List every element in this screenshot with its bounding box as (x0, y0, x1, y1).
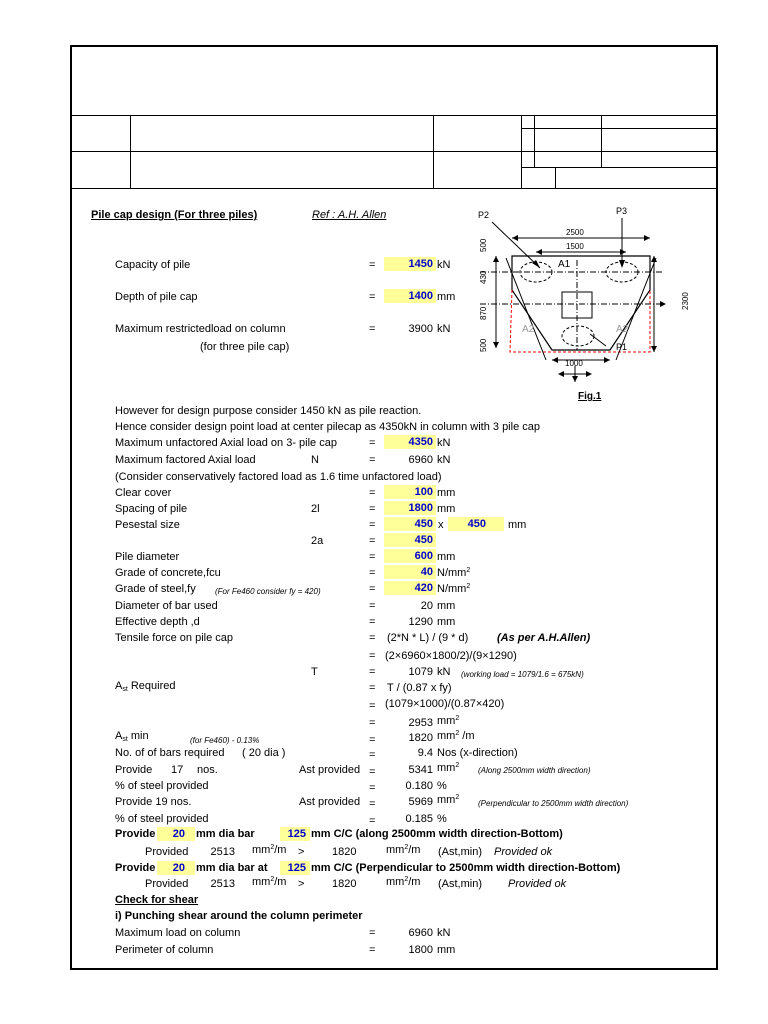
nobars-eq: = (369, 749, 376, 761)
pct2-unit: % (437, 813, 447, 825)
maxload-value: 3900 (408, 323, 433, 335)
ast2-eq: = (369, 700, 376, 712)
depth-unit: mm (437, 291, 456, 303)
fy-value[interactable]: 420 (414, 582, 433, 594)
astmin-eq: = (369, 734, 376, 746)
ast3-value: 2953 (408, 717, 433, 729)
bar1-provide: Provide (115, 828, 156, 840)
T-eq: = (369, 666, 376, 678)
tensile2-eq: = (369, 650, 376, 662)
ast-eq: = (369, 682, 376, 694)
consider-note: (Consider conservatively factored load as 1.6 time unfactored load) (115, 471, 442, 483)
dim-500a: 500 (479, 238, 488, 252)
perim-eq: = (369, 944, 376, 956)
pct2-eq: = (369, 815, 376, 827)
factored-sym: N (311, 454, 319, 466)
unfactored-unit: kN (437, 437, 451, 449)
bar2p-value2: 1820 (332, 878, 357, 890)
depth-value[interactable]: 1400 (408, 290, 433, 302)
pct2-label: % of steel provided (115, 813, 209, 825)
tensile-eq: = (369, 632, 376, 644)
bar2p-ok: Provided ok (508, 878, 567, 890)
title-block-line (71, 188, 717, 189)
maxload-eq: = (369, 323, 376, 335)
astmin-unit: $mm^2$ /m (437, 730, 475, 742)
perim-unit: mm (437, 944, 456, 956)
fcu-unit: $N/mm^2$ (437, 567, 471, 579)
pilediam-eq: = (369, 551, 376, 563)
bar1-dia[interactable]: 20 (172, 828, 185, 840)
note-1: However for design purpose consider 1450 kN as pile reaction. (115, 405, 422, 417)
perim-value: 1800 (408, 944, 433, 956)
pct1-label: % of steel provided (115, 780, 209, 792)
T-value: 1079 (408, 666, 433, 678)
provide17-nos: nos. (197, 764, 218, 776)
factored-label: Maximum factored Axial load (115, 454, 256, 466)
perim-label: Perimeter of column (115, 944, 214, 956)
fig-label-a2-left: A2 (522, 324, 535, 335)
pedestal-eq: = (369, 519, 376, 531)
fig-label-a2-right: A2 (616, 324, 629, 335)
ast-formula: T / (0.87 x fy) (387, 682, 452, 694)
cover-eq: = (369, 487, 376, 499)
pedestal-x: x (438, 519, 444, 531)
bar2p-unit: $mm^2/m$ (252, 876, 287, 888)
page-title: Pile cap design (For three piles) (91, 209, 258, 221)
provide17-value: 5341 (408, 764, 433, 776)
title-block-line (130, 115, 131, 188)
dim-2300: 2300 (681, 292, 690, 310)
bar2p-provided: Provided (145, 878, 189, 890)
spacing-eq: = (369, 503, 376, 515)
pct1-eq: = (369, 782, 376, 794)
bardia-value: 20 (420, 600, 433, 612)
punch-heading: i) Punching shear around the column perimeter (115, 910, 363, 922)
fcu-value[interactable]: 40 (420, 566, 433, 578)
maxcol-label: Maximum load on column (115, 927, 241, 939)
capacity-unit: kN (437, 259, 451, 271)
bar1p-unit2: $mm^2/m$ (386, 844, 421, 856)
maxload-label: Maximum restrictedload on column (115, 323, 286, 335)
provide17-n: 17 (171, 764, 184, 776)
bar1p-note: (Ast,min) (438, 846, 482, 858)
title-block-line (534, 115, 535, 167)
title-block-line (601, 115, 602, 167)
fcu-label: Grade of concrete,fcu (115, 567, 221, 579)
T-note: (working load = 1079/1.6 = 675kN) (461, 670, 584, 679)
pct2-value: 0.185 (405, 813, 433, 825)
maxcol-unit: kN (437, 927, 451, 939)
provide19-value: 5969 (408, 796, 433, 808)
spacing-label: Spacing of pile (115, 503, 188, 515)
tensile-note: (As per A.H.Allen) (497, 632, 591, 644)
factored-unit: kN (437, 454, 451, 466)
pct1-unit: % (437, 780, 447, 792)
unfactored-label: Maximum unfactored Axial load on 3- pile cap (115, 437, 337, 449)
ast-label: $A_{st}$ Required (115, 680, 176, 693)
dim-1000: 1000 (565, 359, 583, 368)
fig-label-a1: A1 (558, 259, 571, 270)
nobars-dia: ( 20 dia ) (242, 747, 286, 759)
bar1-spacing[interactable]: 125 (287, 828, 306, 840)
dim-430: 430 (479, 270, 488, 284)
ast3-unit: $mm^2$ (437, 715, 460, 727)
twoa-value[interactable]: 450 (414, 534, 433, 546)
tensile-label: Tensile force on pile cap (115, 632, 234, 644)
bardia-eq: = (369, 600, 376, 612)
twoa-sym: 2a (311, 535, 324, 547)
note-2: Hence consider design point load at center pilecap as 4350kN in column with 3 pile cap (115, 421, 540, 433)
bardia-label: Diameter of bar used (115, 600, 218, 612)
bar2p-unit2: $mm^2/m$ (386, 876, 421, 888)
bar1-desc: mm C/C (along 2500mm width direction-Bottom) (311, 828, 563, 840)
maxload-note: (for three pile cap) (200, 341, 290, 353)
maxcol-value: 6960 (408, 927, 433, 939)
dim-1500: 1500 (566, 242, 584, 251)
title-block-line (555, 167, 556, 188)
title-block-line (71, 151, 717, 152)
fy-unit: $N/mm^2$ (437, 583, 471, 595)
tensile2-formula: (2×6960×1800/2)/(9×1290) (385, 650, 517, 662)
T-sym: T (311, 666, 318, 678)
cover-label: Clear cover (115, 487, 172, 499)
ast3-eq: = (369, 717, 376, 729)
nobars-unit: Nos (x-direction) (437, 747, 518, 759)
provide19-unit: $mm^2$ (437, 794, 460, 806)
pedestal-label: Pesestal size (115, 519, 180, 531)
capacity-value[interactable]: 1450 (408, 258, 433, 270)
dim-870: 870 (479, 306, 488, 320)
cover-unit: mm (437, 487, 456, 499)
depth-eq: = (369, 291, 376, 303)
provide17-label: Provide (115, 764, 153, 776)
provide19-eq: = (369, 798, 376, 810)
bar2-text: mm dia bar at (196, 862, 268, 874)
astmin-note: (for Fe460) - 0.13% (190, 736, 260, 745)
factored-value: 6960 (408, 454, 433, 466)
bar2-desc: mm C/C (Perpendicular to 2500mm width direction-Bottom) (311, 862, 621, 874)
dim-500b: 500 (479, 338, 488, 352)
effdepth-eq: = (369, 616, 376, 628)
fy-note: (For Fe460 consider fy = 420) (215, 587, 321, 596)
provide19-note: (Perpendicular to 2500mm width direction) (478, 799, 629, 808)
provide17-eq: = (369, 766, 376, 778)
bardia-unit: mm (437, 600, 456, 612)
bar2p-note: (Ast,min) (438, 878, 482, 890)
nobars-value: 9.4 (417, 747, 433, 759)
capacity-eq: = (369, 259, 376, 271)
title-block-line (521, 128, 717, 129)
pile-cap-figure (470, 200, 700, 410)
fcu-eq: = (369, 567, 376, 579)
spacing-value[interactable]: 1800 (408, 502, 433, 514)
provide17-ast: Ast provided (299, 764, 361, 776)
unfactored-value[interactable]: 4350 (408, 436, 433, 448)
dim-2500: 2500 (566, 228, 584, 237)
cover-value[interactable]: 100 (414, 486, 433, 498)
effdepth-value: 1290 (408, 616, 433, 628)
pilediam-value[interactable]: 600 (414, 550, 433, 562)
bar1p-value2: 1820 (332, 846, 357, 858)
unfactored-eq: = (369, 437, 376, 449)
fy-eq: = (369, 583, 376, 595)
bar2-spacing[interactable]: 125 (287, 862, 306, 874)
maxcol-eq: = (369, 927, 376, 939)
bar1p-ok: Provided ok (494, 846, 553, 858)
fig-caption: Fig.1 (578, 391, 602, 402)
bar1p-gt: > (298, 846, 305, 858)
T-unit: kN (437, 666, 451, 678)
tensile-formula: (2*N * L) / (9 * d) (387, 632, 469, 644)
pilediam-label: Pile diameter (115, 551, 180, 563)
astmin-label: $A_{st}$ min (115, 730, 149, 743)
bar1-text: mm dia bar (196, 828, 255, 840)
capacity-label: Capacity of pile (115, 259, 191, 271)
depth-label: Depth of pile cap (115, 291, 198, 303)
title-block-line (521, 167, 717, 168)
effdepth-unit: mm (437, 616, 456, 628)
fig-label-p3: P3 (616, 206, 628, 216)
ast2-formula: (1079×1000)/(0.87×420) (385, 698, 505, 710)
bar2p-gt: > (298, 878, 305, 890)
reference: Ref : A.H. Allen (312, 209, 387, 221)
twoa-eq: = (369, 535, 376, 547)
shear-heading: Check for shear (115, 894, 199, 906)
pilediam-unit: mm (437, 551, 456, 563)
bar1p-value: 2513 (210, 846, 235, 858)
maxload-unit: kN (437, 323, 451, 335)
effdepth-label: Effective depth ,d (115, 616, 200, 628)
provide19-ast: Ast provided (299, 796, 361, 808)
factored-eq: = (369, 454, 376, 466)
title-block-line (71, 115, 717, 116)
pedestal-value-2[interactable]: 450 (467, 518, 486, 530)
bar2-provide: Provide (115, 862, 156, 874)
provide17-unit: $mm^2$ (437, 762, 460, 774)
pedestal-unit: mm (508, 519, 527, 531)
fig-label-p2: P2 (478, 210, 490, 220)
provide19-label: Provide 19 nos. (115, 796, 192, 808)
fig-label-p1: P1 (616, 342, 628, 352)
astmin-value: 1820 (408, 732, 433, 744)
bar1p-provided: Provided (145, 846, 189, 858)
bar1p-unit: $mm^2/m$ (252, 844, 287, 856)
title-block-line (521, 115, 522, 188)
bar2p-value: 2513 (210, 878, 235, 890)
nobars-label: No. of of bars required (115, 747, 225, 759)
pedestal-value[interactable]: 450 (414, 518, 433, 530)
pct1-value: 0.180 (405, 780, 433, 792)
bar2-dia[interactable]: 20 (172, 862, 185, 874)
provide17-note: (Along 2500mm width direction) (478, 766, 591, 775)
spacing-sym: 2l (311, 503, 320, 515)
fy-label: Grade of steel,fy (115, 583, 196, 595)
title-block-line (433, 115, 434, 188)
spacing-unit: mm (437, 503, 456, 515)
